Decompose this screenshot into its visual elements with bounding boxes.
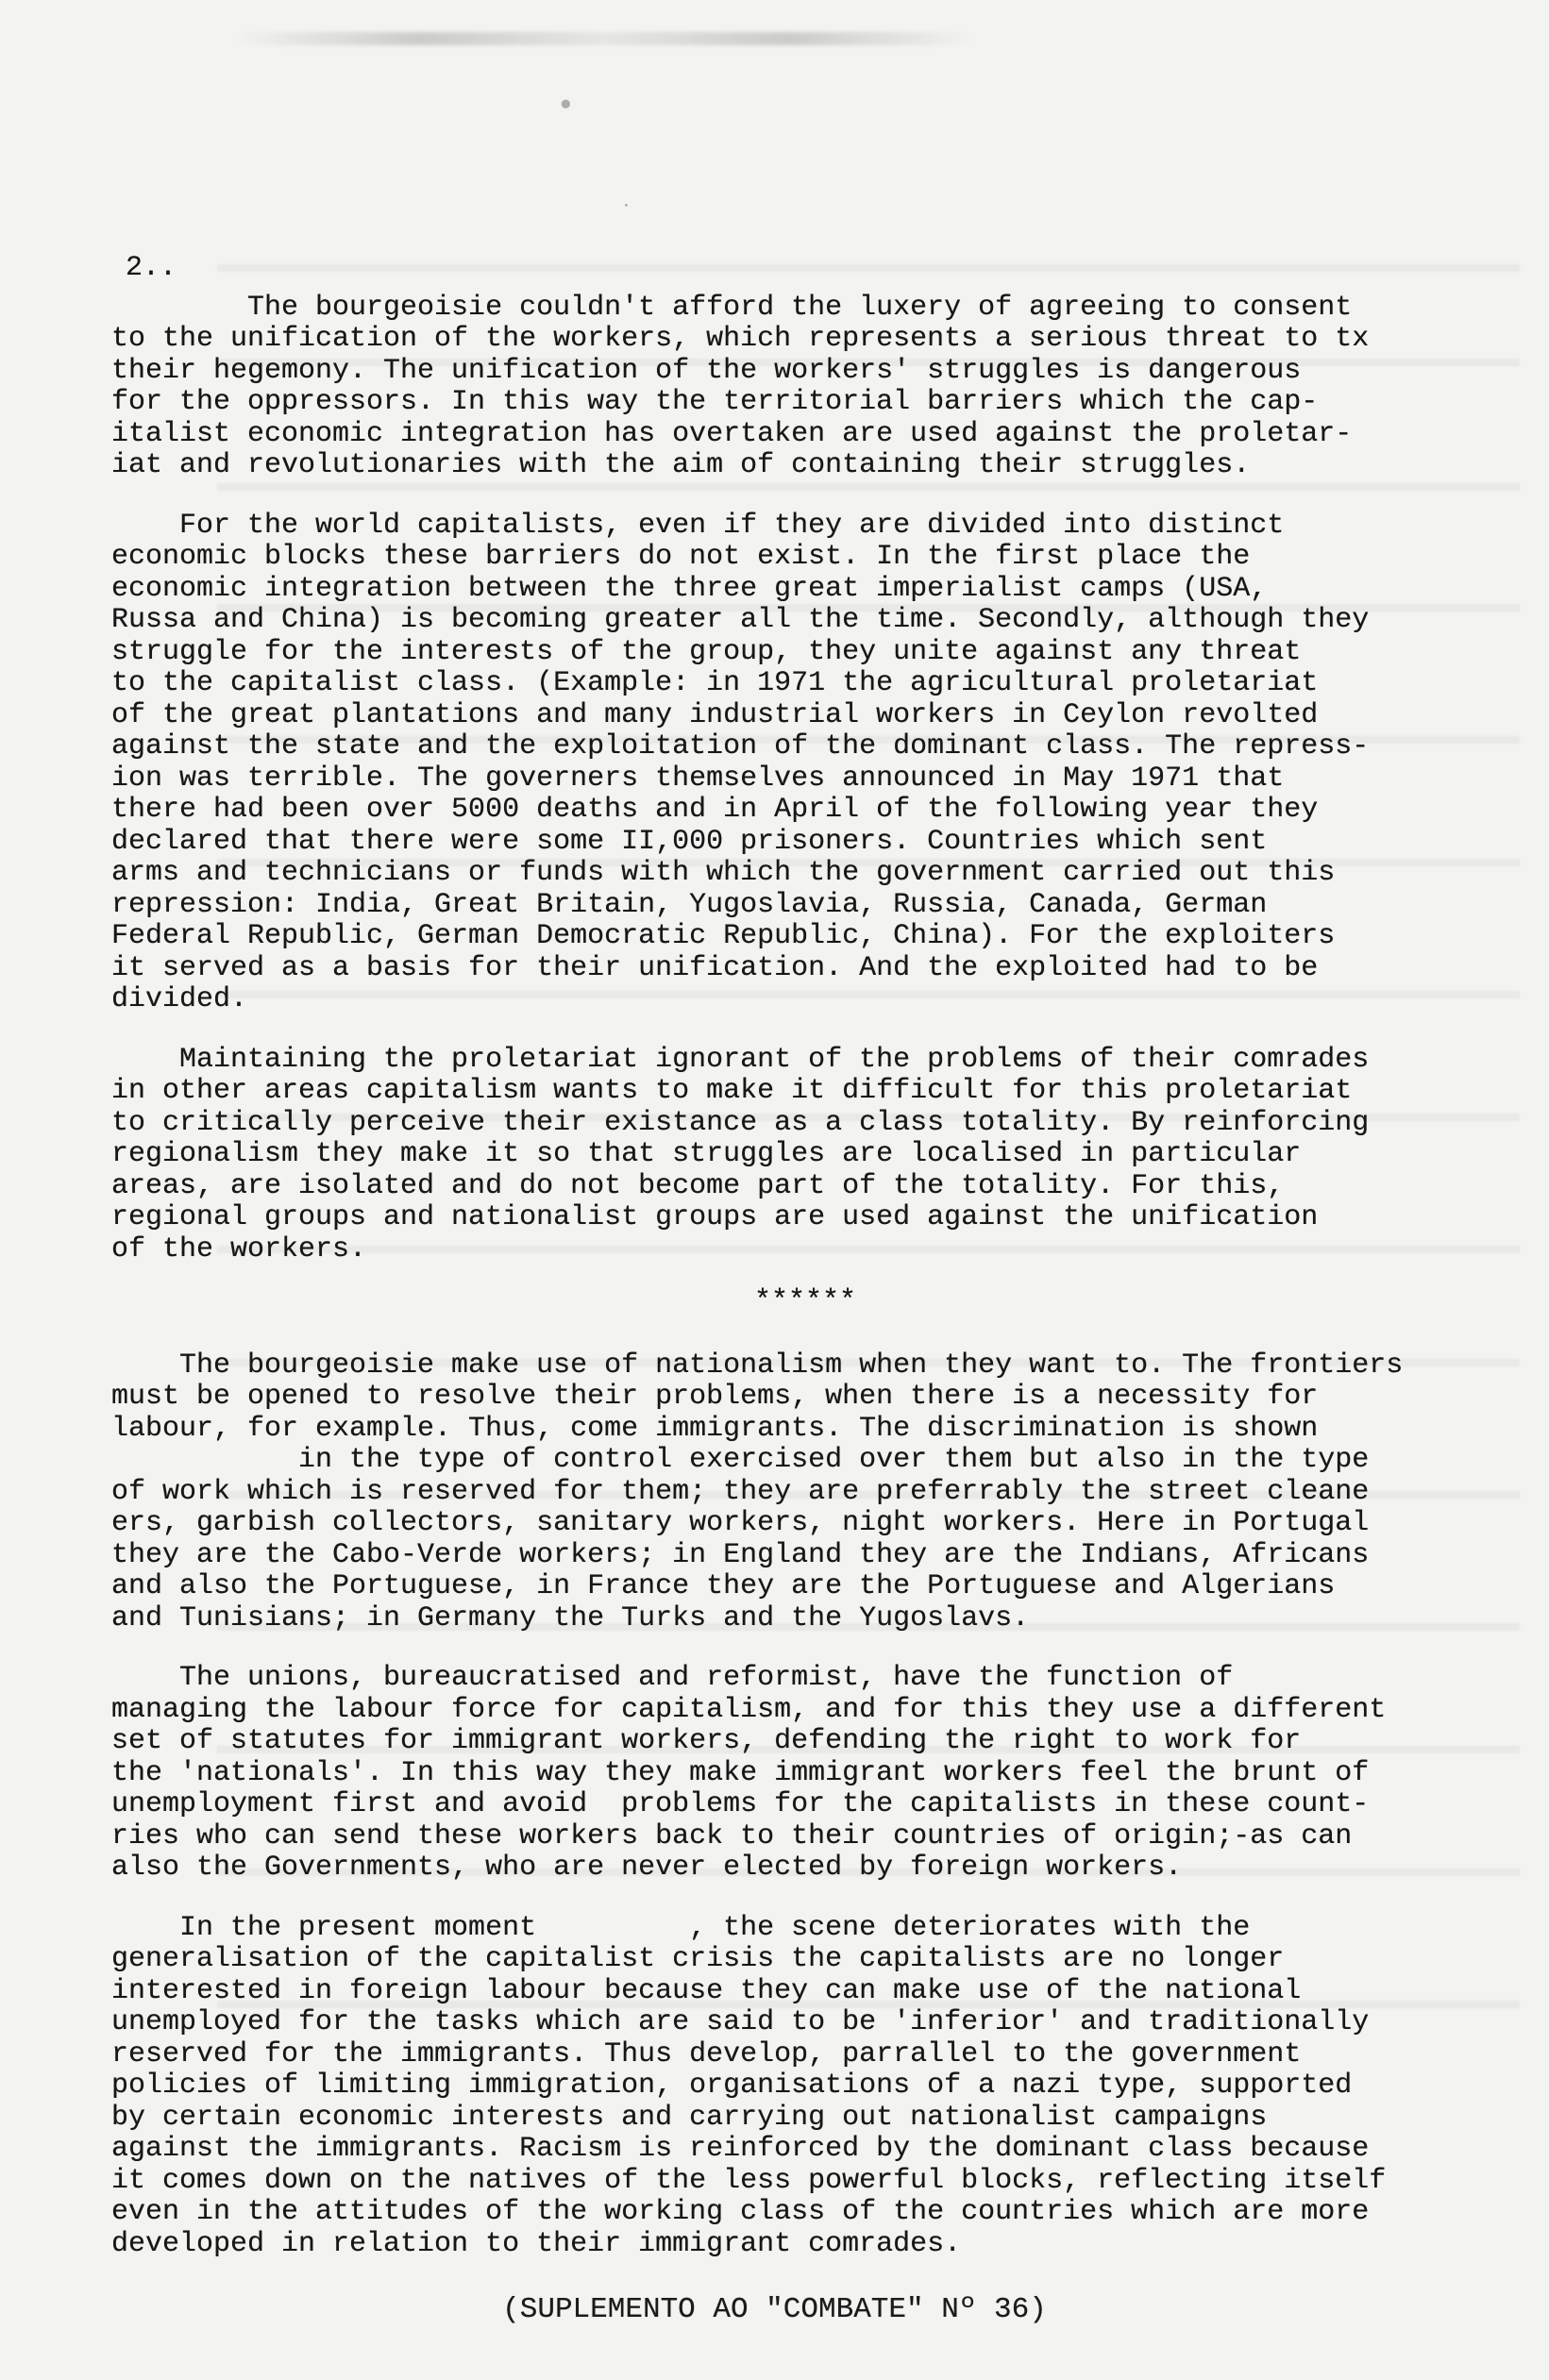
text-line: in the type of control exercised over them but also in the type	[111, 1444, 1370, 1476]
text-line: by certain economic interests and carrying out nationalist campaigns	[111, 2101, 1268, 2134]
text-line: unemployed for the tasks which are said to be 'inferior' and traditionally	[111, 2006, 1370, 2038]
text-line: The bourgeoisie couldn't afford the luxery of agreeing to consent	[111, 291, 1353, 324]
text-line: and Tunisians; in Germany the Turks and the Yugoslavs.	[111, 1601, 1030, 1634]
section-separator: ******	[753, 1285, 857, 1317]
text-line: for the oppressors. In this way the territorial barriers which the cap-	[111, 386, 1319, 418]
text-line: repression: India, Great Britain, Yugoslavia, Russia, Canada, German	[111, 888, 1268, 921]
paragraph-maintaining-proletariat	[111, 1045, 1499, 1266]
text-line: in other areas capitalism wants to make it difficult for this proletariat	[111, 1075, 1353, 1107]
paragraph-unions	[111, 1663, 1499, 1885]
text-line: economic integration between the three great imperialist camps (USA,	[111, 572, 1268, 605]
paragraph-nationalism	[111, 1350, 1499, 1635]
typewritten-text	[111, 253, 1499, 2288]
scan-smudge	[236, 32, 972, 45]
faint-scan-mark: •	[554, 85, 578, 125]
text-line: managing the labour force for capitalism, and for this they use a different	[111, 1693, 1387, 1726]
text-line: iat and revolutionaries with the aim of containing their struggles.	[111, 449, 1251, 481]
text-line: arms and technicians or funds with which the government carried out this	[111, 857, 1336, 889]
text-line: labour, for example. Thus, come immigrants. The discrimination is shown	[111, 1412, 1319, 1445]
paragraph-world-capitalists	[111, 511, 1499, 1016]
text-line: against the immigrants. Racism is reinforced by the dominant class because	[111, 2133, 1370, 2165]
text-line: The unions, bureaucratised and reformist, have the function of	[111, 1662, 1234, 1694]
text-line: ers, garbish collectors, sanitary workers, night workers. Here in Portugal	[111, 1507, 1370, 1539]
supplement-footer: (SUPLEMENTO AO "COMBATE" Nº 36)	[502, 2293, 1047, 2326]
text-line: ion was terrible. The governers themselves announced in May 1971 that	[111, 762, 1285, 795]
text-line: Russa and China) is becoming greater all the time. Secondly, although they	[111, 604, 1370, 636]
text-line: of the workers.	[111, 1232, 367, 1265]
text-line: areas, are isolated and do not become part of the totality. For this,	[111, 1169, 1285, 1202]
page-number: 2..	[126, 252, 177, 284]
text-line: to critically perceive their existance as a class totality. By reinforcing	[111, 1106, 1370, 1139]
text-line: set of statutes for immigrant workers, defending the right to work for	[111, 1725, 1302, 1757]
text-line: of work which is reserved for them; they are preferrably the street cleane	[111, 1475, 1370, 1508]
text-line: must be opened to resolve their problems, when there is a necessity for	[111, 1381, 1319, 1413]
text-line: ries who can send these workers back to their countries of origin;-as can	[111, 1819, 1353, 1852]
text-line: In the present moment , the scene deteriorates with the	[111, 1911, 1251, 1944]
text-line: the 'nationals'. In this way they make immigrant workers feel the brunt of	[111, 1756, 1370, 1789]
text-line: their hegemony. The unification of the workers' struggles is dangerous	[111, 354, 1302, 387]
text-line: regionalism they make it so that struggles are localised in particular	[111, 1138, 1302, 1170]
text-line: unemployment first and avoid problems for the capitalists in these count-	[111, 1788, 1370, 1820]
text-line: struggle for the interests of the group, they unite against any threat	[111, 635, 1302, 668]
paragraph-bourgeoisie-luxery	[111, 293, 1499, 482]
text-line: they are the Cabo-Verde workers; in England they are the Indians, Africans	[111, 1538, 1370, 1571]
text-line: economic blocks these barriers do not exist. In the first place the	[111, 541, 1251, 573]
text-line: Maintaining the proletariat ignorant of the problems of their comrades	[111, 1043, 1370, 1076]
text-line: generalisation of the capitalist crisis the capitalists are no longer	[111, 1943, 1285, 1975]
text-line: The bourgeoisie make use of nationalism when they want to. The frontiers	[111, 1349, 1404, 1382]
text-line: of the great plantations and many industrial workers in Ceylon revolted	[111, 698, 1319, 731]
text-line: Federal Republic, German Democratic Republic, China). For the exploiters	[111, 920, 1336, 952]
text-line: interested in foreign labour because they can make use of the national	[111, 1974, 1302, 2007]
text-line: divided.	[111, 983, 248, 1015]
text-line: declared that there were some II,000 prisoners. Countries which sent	[111, 825, 1268, 858]
text-line: to the unification of the workers, which represents a serious threat to tx	[111, 323, 1370, 355]
text-line: italist economic integration has overtaken are used against the proletar-	[111, 417, 1353, 450]
text-line: developed in relation to their immigrant comrades.	[111, 2227, 962, 2260]
text-line: there had been over 5000 deaths and in April of the following year they	[111, 794, 1319, 826]
text-line: even in the attitudes of the working class of the countries which are more	[111, 2196, 1370, 2228]
text-line: to the capitalist class. (Example: in 1971 the agricultural proletariat	[111, 667, 1319, 699]
paragraph-present-moment	[111, 1913, 1499, 2261]
text-line: it served as a basis for their unification. And the exploited had to be	[111, 951, 1319, 984]
text-line: against the state and the exploitation of the dominant class. The repress-	[111, 730, 1370, 763]
text-line: regional groups and nationalist groups are used against the unification	[111, 1201, 1319, 1233]
text-line: also the Governments, who are never elected by foreign workers.	[111, 1852, 1183, 1884]
faint-scan-mark: ·	[621, 193, 631, 219]
text-line: For the world capitalists, even if they are divided into distinct	[111, 509, 1285, 542]
text-line: policies of limiting immigration, organisations of a nazi type, supported	[111, 2070, 1353, 2102]
text-line: it comes down on the natives of the less powerful blocks, reflecting itself	[111, 2164, 1387, 2197]
text-line: and also the Portuguese, in France they are the Portuguese and Algerians	[111, 1570, 1336, 1602]
text-line: reserved for the immigrants. Thus develop, parrallel to the government	[111, 2037, 1302, 2070]
